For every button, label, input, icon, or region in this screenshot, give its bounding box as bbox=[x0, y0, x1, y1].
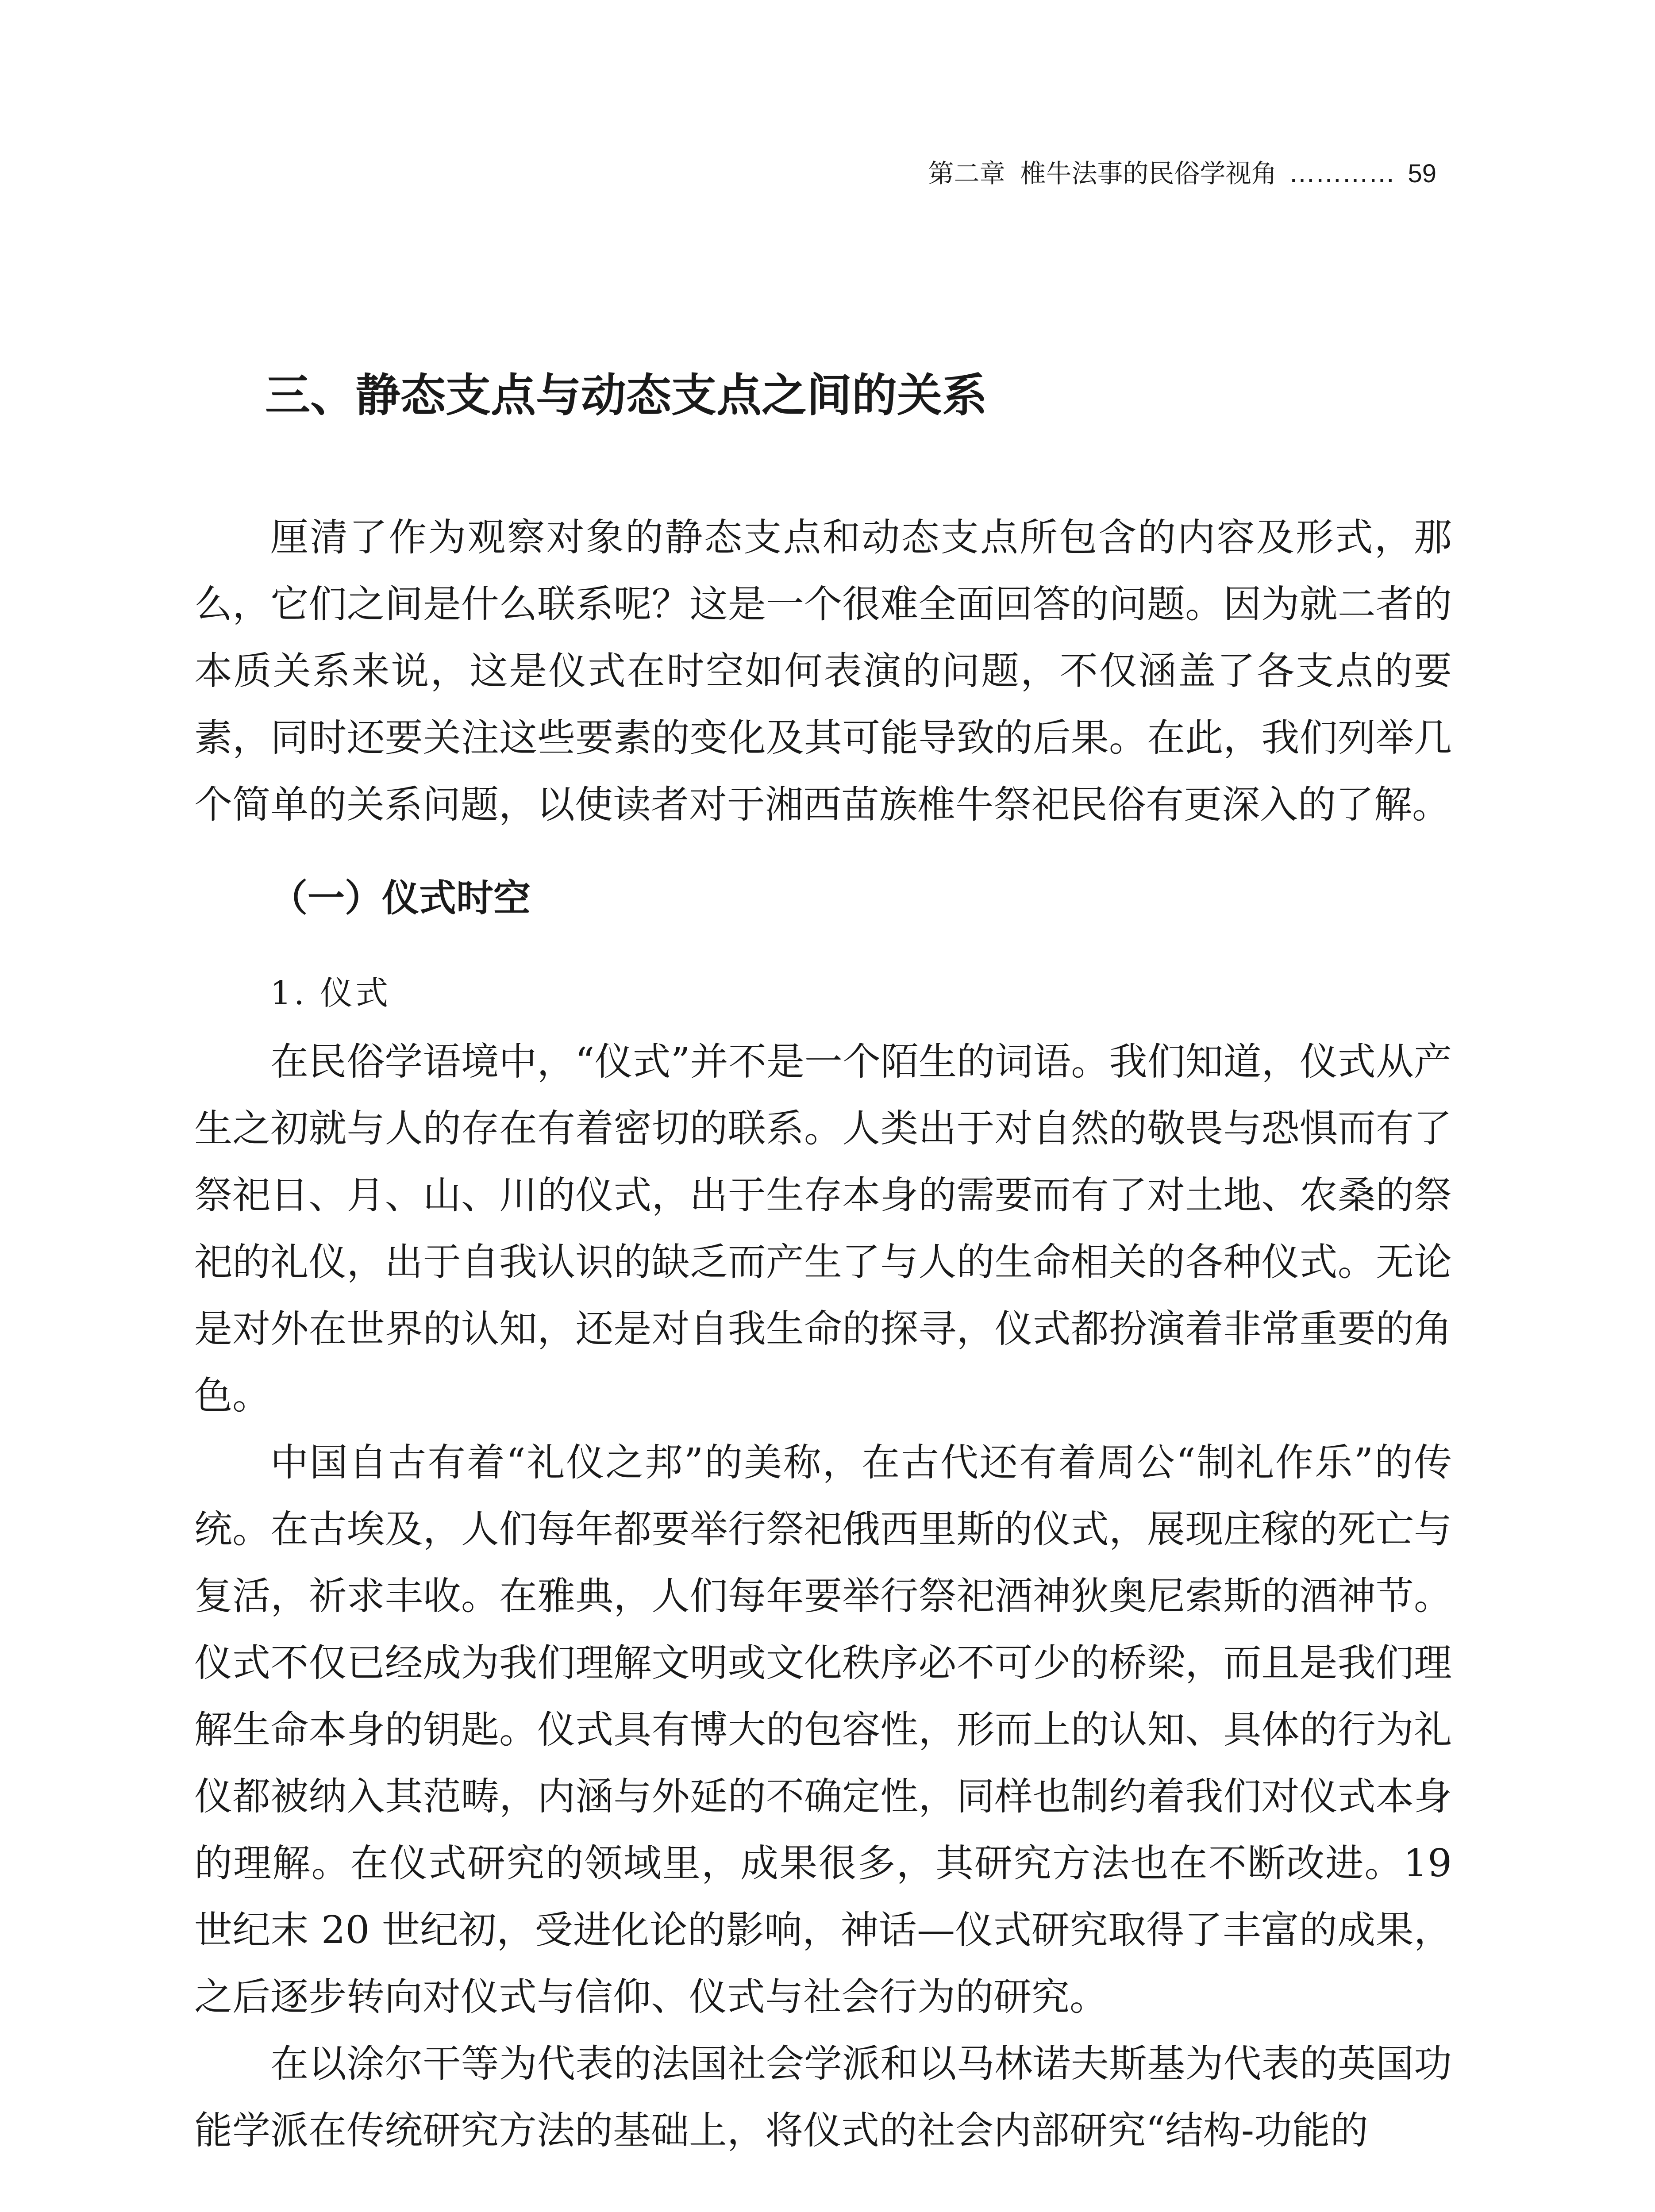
subsection-heading: （一）仪式时空 bbox=[270, 876, 531, 920]
body-paragraph-2: 中国自古有着“礼仪之邦”的美称，在古代还有着周公“制礼作乐”的传统。在古埃及，人们每年都要举行祭祀俄西里斯的仪式，展现庄稼的死亡与复活，祈求丰收。在雅典，人们每年要举行祭祀酒神狄奥尼索斯的酒神节。仪式不仅已经成为我们理解文明或文化秩序必不可少的桥梁，而且是我们理解生命本身的钥匙。仪式具有博大的包容性，形而上的认知、具体的行为礼仪都被纳入其范畴，内涵与外延的不确定性，同样也制约着我们对仪式本身的理解。在仪式研究的领域里，成果很多，其研究方法也在不断改进。19 世纪末 20 世纪初，受进化论的影响，神话—仪式研究取得了丰富的成果，之后逐步转向对仪式与信仰、仪式与社会行为的研究。 bbox=[194, 1440, 1452, 2019]
page-number: 59 bbox=[1408, 159, 1436, 188]
chapter-label: 第二章 bbox=[928, 158, 1005, 188]
intro-paragraph: 厘清了作为观察对象的静态支点和动态支点所包含的内容及形式，那么，它们之间是什么联系呢？这是一个很难全面回答的问题。因为就二者的本质关系来说，这是仪式在时空如何表演的问题，不仅涵盖了各支点的要素，同时还要关注这些要素的变化及其可能导致的后果。在此，我们列举几个简单的关系问题，以使读者对于湘西苗族椎牛祭祀民俗有更深入的了解。 bbox=[194, 515, 1452, 827]
dot-leader: ………… bbox=[1289, 158, 1396, 188]
item-heading: 1. 仪式 bbox=[270, 974, 391, 1012]
body-paragraph-1: 在民俗学语境中，“仪式”并不是一个陌生的词语。我们知道，仪式从产生之初就与人的存在有着密切的联系。人类出于对自然的敬畏与恐惧而有了祭祀日、月、山、川的仪式，出于生存本身的需要而有了对土地、农桑的祭祀的礼仪，出于自我认识的缺乏而产生了与人的生命相关的各种仪式。无论是对外在世界的认知，还是对自我生命的探寻，仪式都扮演着非常重要的角色。 bbox=[194, 1040, 1452, 1418]
page-body bbox=[194, 363, 1452, 2164]
body-paragraph-3: 在以涂尔干等为代表的法国社会学派和以马林诺夫斯基为代表的英国功能学派在传统研究方法的基础上，将仪式的社会内部研究“结构-功能的 bbox=[194, 2042, 1452, 2153]
running-header bbox=[928, 156, 1436, 192]
section-heading: 三、静态支点与动态支点之间的关系 bbox=[265, 369, 987, 422]
chapter-title: 椎牛法事的民俗学视角 bbox=[1020, 158, 1277, 188]
